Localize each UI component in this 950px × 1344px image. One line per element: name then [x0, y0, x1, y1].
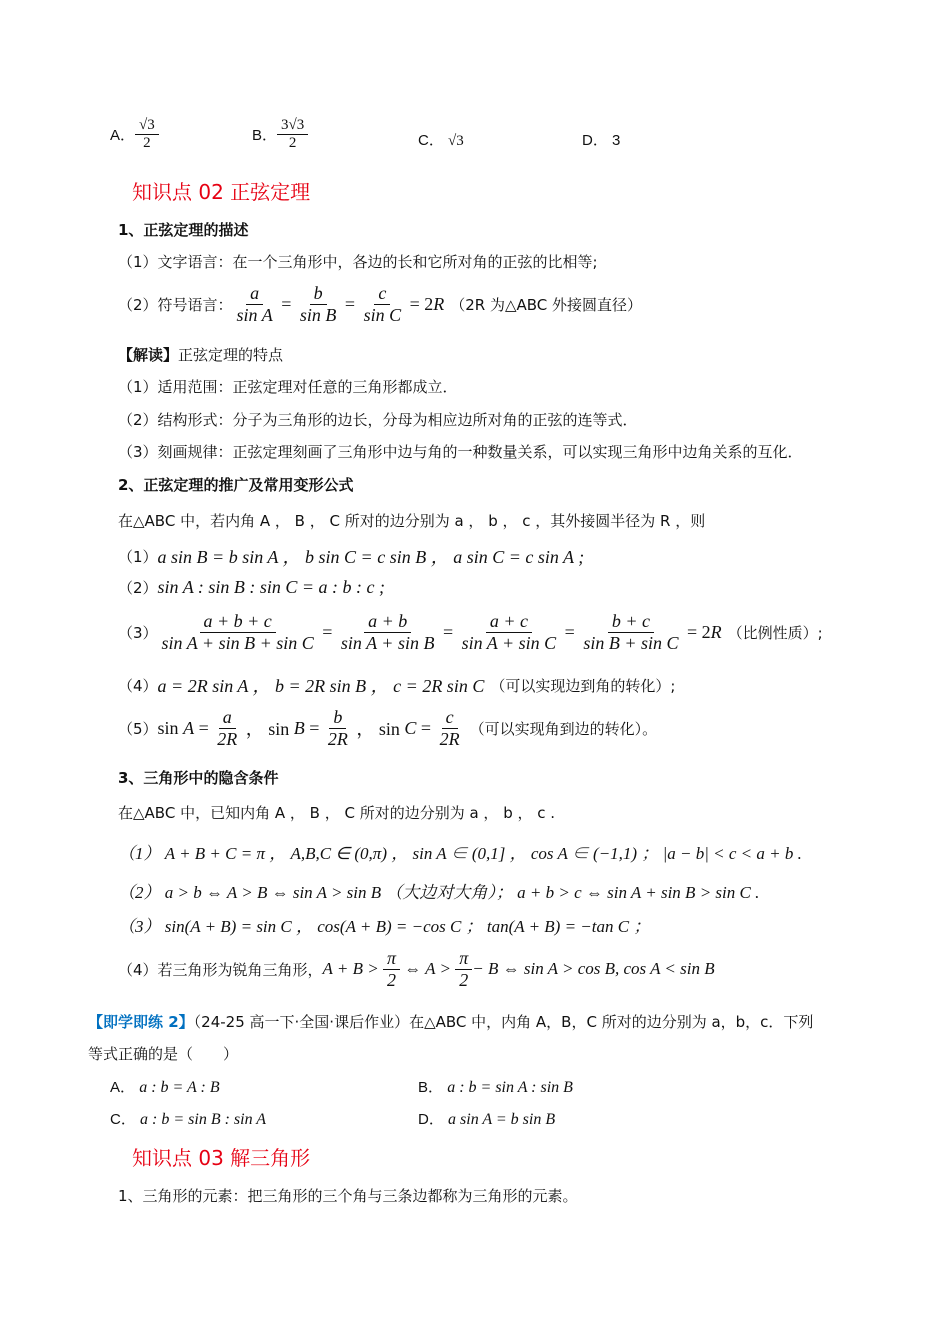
sine-law-formula: （2）符号语言： $\frac{a}{\text{sin A}}$ = $\frac{b}{\text{sin B}}$ = $\frac{c}{\text{sin C}}$ = 2 R （2R 为△ABC 外接圆直径） — [118, 283, 643, 325]
jiedu: 【解读】正弦定理的特点 — [118, 346, 284, 364]
practice2-line2: 等式正确的是（ ） — [88, 1045, 239, 1063]
k02-s1-title: 1、正弦定理的描述 — [118, 221, 249, 239]
condition-1: （1） A + B + C = π ， A,B,C ∈ (0,π) ， sin A ∈ (0,1] ， cos A ∈ (−1,1) ； |a − b| < c < a + b . — [118, 844, 802, 863]
k03-p1: 1、三角形的元素：把三角形的三个角与三条边都称为三角形的元素。 — [118, 1187, 578, 1205]
practice2-option-b: B． a : b = sin A : sin B — [418, 1079, 573, 1096]
practice2-line1: 【即学即练 2】（24-25 高一下·全国·课后作业）在△ABC 中，内角 A，B，C 所对的边分别为 a，b，c．下列 — [88, 1013, 814, 1031]
option-a — [110, 117, 159, 153]
option-b — [252, 117, 308, 153]
option-c: C． √3 — [418, 132, 464, 149]
condition-4: （4）若三角形为锐角三角形， A + B > $\frac{\pi}{2}$ ⇔ A > $\frac{\pi}{2}$ − B ⇔ sin A > cos B, cos A < sin B — [118, 948, 715, 990]
jiedu-1: （1）适用范围：正弦定理对任意的三角形都成立． — [118, 378, 458, 396]
option-c-value: √3 — [448, 133, 464, 149]
practice2-option-c: C． a : b = sin B : sin A — [110, 1111, 267, 1128]
option-b-value: $\frac{3√3}{2}$ — [277, 117, 308, 153]
practice2-option-a: A． a : b = A : B — [110, 1079, 220, 1096]
practice2-option-d: D． a sin A = b sin B — [418, 1111, 556, 1128]
k02-s3-intro: 在△ABC 中，已知内角 A ， B ， C 所对的边分别为 a ， b ， c . — [118, 804, 556, 822]
sine-law-note: （2R 为△ABC 外接圆直径） — [450, 295, 643, 314]
k02-title: 知识点 02 正弦定理 — [132, 180, 311, 204]
option-d: D． 3 — [582, 132, 621, 149]
option-b-label: B． — [252, 127, 278, 145]
formula-5: （5） sin A = $\frac{a}{2R}$ ， sin B = $\frac{b}{2R}$ ， sin C = $\frac{c}{2R}$ （可以实现角到边的转化）。 — [118, 707, 658, 749]
practice2-label: 【即学即练 2】 — [88, 1013, 194, 1031]
formula-3: （3） $\frac{a + b + c}{\text{sin A + sin B + sin C}}$ = $\frac{a + b}{\text{sin A + sin B}}$ = $\frac{a + c}{\text{sin A + sin C}}$ = $\frac{b + c}{\text{sin B + sin C}}$ = 2 R （比例性质）; — [118, 611, 823, 653]
condition-3: （3） sin(A + B) = sin C ， cos(A + B) = −cos C ； tan(A + B) = −tan C ； — [118, 917, 651, 936]
option-a-value: $\frac{√3}{2}$ — [135, 117, 159, 153]
jiedu-3: （3）刻画规律：正弦定理刻画了三角形中边与角的一种数量关系，可以实现三角形中边角关系的互化． — [118, 443, 803, 461]
formula-4: （4） a = 2R sin A ， b = 2R sin B ， c = 2R sin C （可以实现边到角的转化）; — [118, 676, 676, 696]
condition-2: （2） a > b ⇔ A > B ⇔ sin A > sin B （大边对大角）； a + b > c ⇔ sin A + sin B > sin C . — [118, 883, 760, 902]
option-d-value: 3 — [612, 132, 621, 149]
formula-2: （2） sin A : sin B : sin C = a : b : c ; — [118, 577, 386, 597]
jiedu-2: （2）结构形式：分子为三角形的边长，分母为相应边所对角的正弦的连等式． — [118, 411, 638, 429]
k02-s2-title: 2、正弦定理的推广及常用变形公式 — [118, 476, 354, 494]
k03-title: 知识点 03 解三角形 — [132, 1146, 311, 1170]
k02-s1-p1: （1）文字语言：在一个三角形中，各边的长和它所对角的正弦的比相等; — [118, 253, 598, 271]
k02-s2-intro: 在△ABC 中，若内角 A ， B ， C 所对的边分别为 a ， b ， c ，其外接圆半径为 R ，则 — [118, 512, 706, 530]
k02-s3-title: 3、三角形中的隐含条件 — [118, 769, 279, 787]
formula-1: （1） a sin B = b sin A ， b sin C = c sin B ， a sin C = c sin A ; — [118, 547, 585, 567]
option-a-label: A． — [110, 127, 136, 145]
